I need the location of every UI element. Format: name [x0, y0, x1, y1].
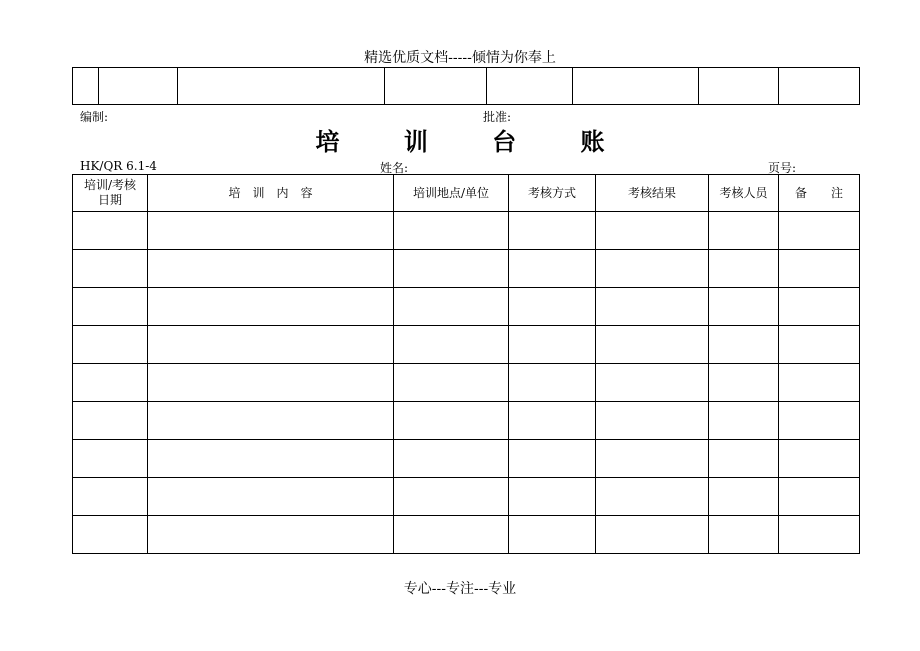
table-cell[interactable] — [73, 250, 148, 288]
table-cell[interactable] — [73, 440, 148, 478]
header-result: 考核结果 — [596, 175, 709, 212]
table-cell[interactable] — [779, 288, 860, 326]
table-cell[interactable] — [596, 402, 709, 440]
top-cell[interactable] — [487, 68, 573, 105]
table-cell[interactable] — [73, 516, 148, 554]
table-cell[interactable] — [148, 250, 394, 288]
table-cell[interactable] — [148, 364, 394, 402]
table-cell[interactable] — [394, 478, 509, 516]
table-cell[interactable] — [509, 440, 596, 478]
title-char: 训 — [403, 127, 428, 156]
training-ledger-table — [72, 174, 860, 554]
header-content: 培 训 内 容 — [148, 175, 394, 212]
top-cell[interactable] — [779, 68, 860, 105]
page-footer: 专心---专注---专业 — [403, 581, 517, 597]
table-cell[interactable] — [394, 326, 509, 364]
table-cell[interactable] — [596, 288, 709, 326]
table-cell[interactable] — [709, 364, 779, 402]
table-cell[interactable] — [596, 364, 709, 402]
top-cell[interactable] — [178, 68, 385, 105]
compiled-by-label: 编制: — [80, 110, 109, 124]
table-row — [73, 478, 860, 516]
table-row — [73, 364, 860, 402]
table-cell[interactable] — [394, 364, 509, 402]
table-row — [73, 440, 860, 478]
table-cell[interactable] — [709, 250, 779, 288]
table-cell[interactable] — [779, 402, 860, 440]
table-cell[interactable] — [509, 516, 596, 554]
table-cell[interactable] — [148, 402, 394, 440]
table-cell[interactable] — [509, 288, 596, 326]
header-date: 培训/考核 日期 — [73, 175, 148, 212]
table-cell[interactable] — [148, 326, 394, 364]
table-cell[interactable] — [596, 516, 709, 554]
table-cell[interactable] — [394, 402, 509, 440]
table-cell[interactable] — [709, 212, 779, 250]
table-cell[interactable] — [148, 440, 394, 478]
table-cell[interactable] — [596, 212, 709, 250]
header-examiner: 考核人员 — [709, 175, 779, 212]
table-row — [73, 250, 860, 288]
table-cell[interactable] — [779, 326, 860, 364]
table-cell[interactable] — [73, 326, 148, 364]
table-cell[interactable] — [779, 516, 860, 554]
page-header: 精选优质文档-----倾情为你奉上 — [364, 50, 556, 66]
table-cell[interactable] — [394, 288, 509, 326]
table-header-row — [73, 175, 860, 212]
top-cell[interactable] — [573, 68, 699, 105]
approved-by-label: 批准: — [483, 110, 512, 124]
table-cell[interactable] — [709, 288, 779, 326]
table-cell[interactable] — [596, 326, 709, 364]
header-remarks: 备 注 — [779, 175, 860, 212]
header-location: 培训地点/单位 — [394, 175, 509, 212]
table-cell[interactable] — [394, 212, 509, 250]
table-cell[interactable] — [509, 212, 596, 250]
form-title — [0, 122, 920, 157]
table-cell[interactable] — [509, 326, 596, 364]
table-cell[interactable] — [394, 516, 509, 554]
table-cell[interactable] — [73, 478, 148, 516]
table-cell[interactable] — [394, 250, 509, 288]
table-cell[interactable] — [509, 250, 596, 288]
table-row — [73, 516, 860, 554]
table-cell[interactable] — [394, 440, 509, 478]
top-cell[interactable] — [385, 68, 487, 105]
page-number-label: 页号: — [768, 161, 797, 175]
table-cell[interactable] — [709, 478, 779, 516]
title-char: 账 — [580, 127, 605, 156]
table-row — [73, 326, 860, 364]
table-cell[interactable] — [73, 364, 148, 402]
title-char: 培 — [315, 127, 340, 156]
doc-code: HK/QR 6.1-4 — [80, 159, 157, 173]
table-cell[interactable] — [596, 440, 709, 478]
table-cell[interactable] — [73, 402, 148, 440]
table-cell[interactable] — [148, 516, 394, 554]
table-cell[interactable] — [709, 440, 779, 478]
table-row — [73, 288, 860, 326]
top-cell[interactable] — [699, 68, 779, 105]
table-cell[interactable] — [596, 478, 709, 516]
table-cell[interactable] — [596, 250, 709, 288]
table-cell[interactable] — [779, 250, 860, 288]
table-cell[interactable] — [509, 478, 596, 516]
table-cell[interactable] — [73, 288, 148, 326]
table-cell[interactable] — [779, 364, 860, 402]
table-cell[interactable] — [709, 516, 779, 554]
table-cell[interactable] — [73, 212, 148, 250]
table-cell[interactable] — [148, 478, 394, 516]
header-method: 考核方式 — [509, 175, 596, 212]
table-cell[interactable] — [148, 288, 394, 326]
table-cell[interactable] — [709, 326, 779, 364]
table-row — [73, 212, 860, 250]
table-cell[interactable] — [779, 440, 860, 478]
top-blank-table — [72, 67, 860, 105]
table-cell[interactable] — [779, 478, 860, 516]
table-cell[interactable] — [779, 212, 860, 250]
table-cell[interactable] — [509, 402, 596, 440]
name-label: 姓名: — [380, 161, 409, 175]
table-cell[interactable] — [509, 364, 596, 402]
title-char: 台 — [492, 127, 517, 156]
table-cell[interactable] — [148, 212, 394, 250]
top-cell[interactable] — [99, 68, 178, 105]
top-cell[interactable] — [73, 68, 99, 105]
table-row — [73, 402, 860, 440]
table-cell[interactable] — [709, 402, 779, 440]
